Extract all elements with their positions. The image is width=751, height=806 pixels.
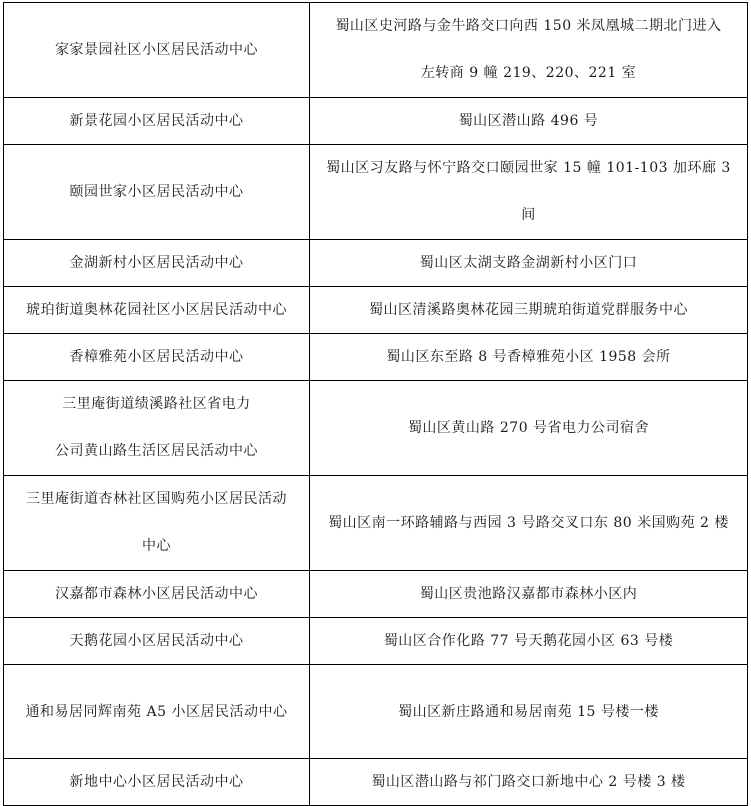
center-address: 蜀山区贵池路汉嘉都市森林小区内 [419, 586, 638, 602]
center-address: 蜀山区东至路 8 号香樟雅苑小区 1958 会所 [386, 349, 671, 365]
center-name: 三里庵街道绩溪路社区省电力 [62, 396, 251, 412]
center-address-cell [310, 334, 748, 381]
center-name-cell [4, 334, 310, 381]
center-name: 新地中心小区居民活动中心 [69, 774, 244, 790]
table-row [4, 98, 748, 145]
center-name-cell [4, 381, 310, 476]
table-row [4, 381, 748, 476]
center-name: 天鹅花园小区居民活动中心 [69, 633, 244, 649]
table-row [4, 240, 748, 287]
center-name-cell [4, 618, 310, 665]
center-name-cell [4, 3, 310, 98]
center-address: 蜀山区新庄路通和易居南苑 15 号楼一楼 [398, 703, 659, 720]
center-name: 金湖新村小区居民活动中心 [69, 255, 244, 271]
center-name-cell [4, 476, 310, 571]
center-address-cell [310, 287, 748, 334]
center-address: 左转商 9 幢 219、220、221 室 [420, 65, 637, 81]
table-row [4, 334, 748, 381]
table-row [4, 665, 748, 759]
center-address-cell [310, 145, 748, 240]
center-name: 三里庵街道杏林社区国购苑小区居民活动 [26, 491, 287, 507]
center-name: 通和易居同辉南苑 A5 小区居民活动中心 [25, 703, 288, 720]
center-address: 蜀山区黄山路 270 号省电力公司宿舍 [407, 420, 650, 436]
table-row [4, 287, 748, 334]
center-name-cell [4, 665, 310, 759]
center-name: 家家景园社区小区居民活动中心 [55, 42, 258, 58]
table-body [4, 3, 748, 806]
center-name-cell [4, 240, 310, 287]
table-row [4, 618, 748, 665]
center-address-cell [310, 618, 748, 665]
center-address-cell [310, 476, 748, 571]
center-address-cell [310, 3, 748, 98]
center-address: 蜀山区太湖支路金湖新村小区门口 [419, 255, 638, 271]
center-name-cell [4, 287, 310, 334]
center-name-cell [4, 759, 310, 806]
center-address-cell [310, 240, 748, 287]
center-address-cell [310, 759, 748, 806]
center-address: 蜀山区习友路与怀宁路交口颐园世家 15 幢 101-103 加环廊 3 [326, 160, 731, 176]
table-row [4, 759, 748, 806]
center-name: 汉嘉都市森林小区居民活动中心 [55, 586, 258, 602]
center-address: 蜀山区合作化路 77 号天鹅花园小区 63 号楼 [383, 633, 674, 649]
center-name: 琥珀街道奥林花园社区小区居民活动中心 [26, 302, 287, 318]
center-name-cell [4, 98, 310, 145]
center-name-cell [4, 571, 310, 618]
table-row [4, 571, 748, 618]
center-address: 间 [521, 207, 536, 223]
center-address-cell [310, 381, 748, 476]
center-address-cell [310, 98, 748, 145]
center-name: 香樟雅苑小区居民活动中心 [69, 349, 244, 365]
center-name-cell [4, 145, 310, 240]
center-name: 中心 [142, 538, 171, 554]
center-address: 蜀山区清溪路奥林花园三期琥珀街道党群服务中心 [369, 302, 688, 318]
center-address: 蜀山区潜山路 496 号 [458, 113, 599, 129]
center-name: 新景花园小区居民活动中心 [69, 113, 244, 129]
center-address: 蜀山区史河路与金牛路交口向西 150 米凤凰城二期北门进入 [335, 18, 722, 34]
center-name: 公司黄山路生活区居民活动中心 [55, 443, 258, 459]
center-address-cell [310, 665, 748, 759]
center-address: 蜀山区潜山路与祁门路交口新地中心 2 号楼 3 楼 [371, 774, 686, 790]
center-address: 蜀山区南一环路辅路与西园 3 号路交叉口东 80 米国购苑 2 楼 [328, 515, 729, 531]
center-address-cell [310, 571, 748, 618]
table-row [4, 3, 748, 98]
table-row [4, 145, 748, 240]
table-row [4, 476, 748, 571]
center-name: 颐园世家小区居民活动中心 [69, 184, 244, 200]
activity-center-table [3, 2, 748, 806]
